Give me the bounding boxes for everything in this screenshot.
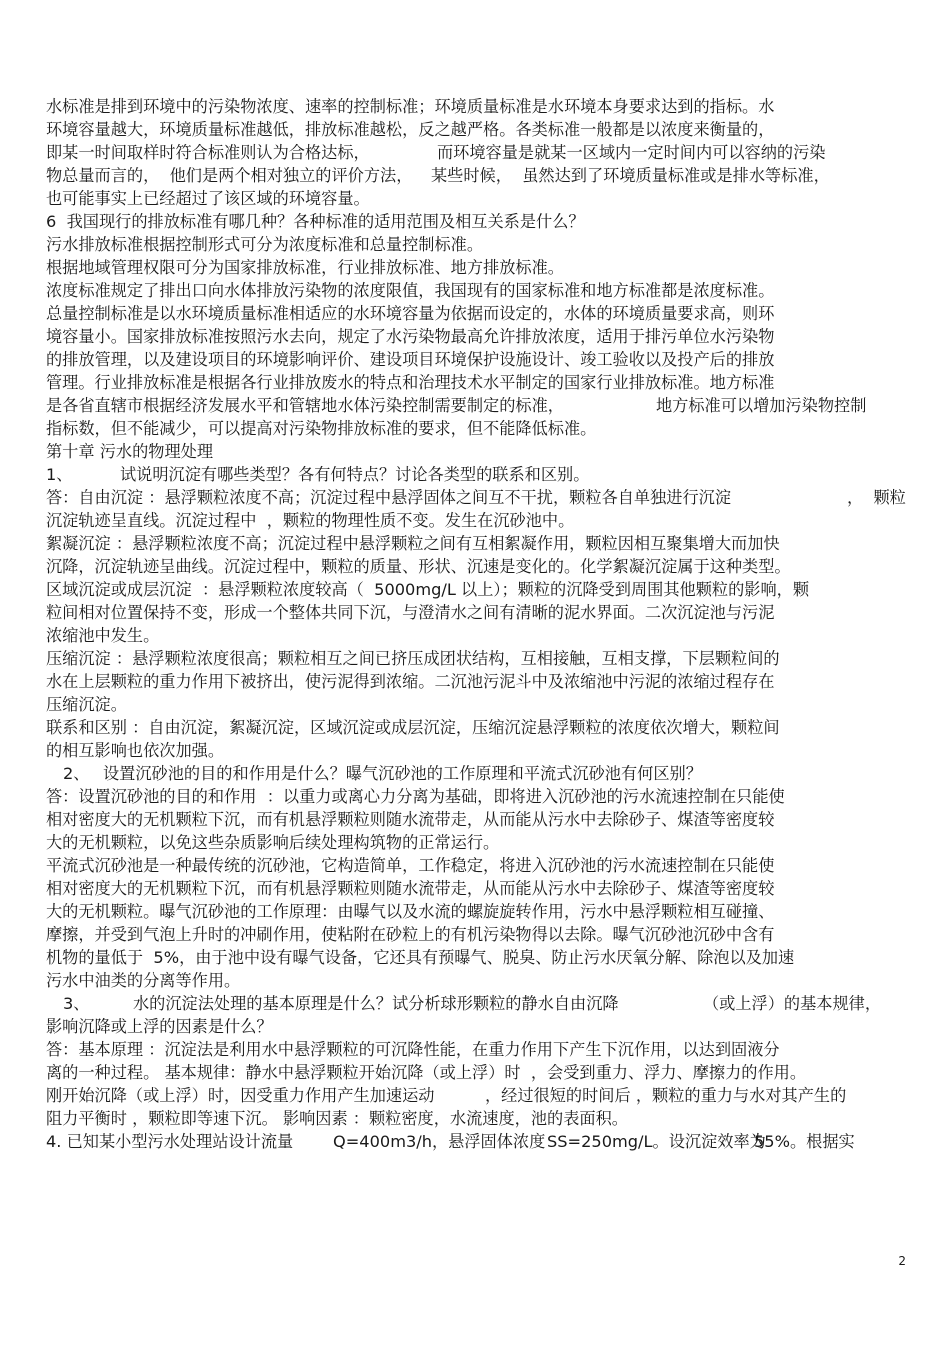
text-segment: 指标数，但不能减少，可以提高对污染物排放标准的要求，但不能降低标准。 [46,419,597,438]
text-line [0,900,950,923]
text-line [0,647,950,670]
text-segment: 物总量而言的， 他们是两个相对独立的评价方法， [46,166,413,185]
text-segment: 阻力平衡时 ，颗粒即等速下沉。 影响因素 ：颗粒密度，水流速度，池的表面积。 [46,1109,628,1128]
text-line [0,325,950,348]
text-line [0,95,950,118]
text-line [0,1084,950,1107]
text-segment: ，经过很短的时间后 ，颗粒的重力与水对其产生的 [485,1086,847,1105]
text-line [0,509,950,532]
text-line [0,555,950,578]
text-line [0,463,950,486]
text-segment: 沉降，沉淀轨迹呈曲线。沉淀过程中，颗粒的质量、形状、沉速是变化的。化学絮凝沉淀属于这种类型。 [46,557,791,576]
text-line [0,1107,950,1130]
text-line [0,394,950,417]
text-segment: 大的无机颗粒。曝气沉砂池的工作原理：由曝气以及水流的螺旋旋转作用，污水中悬浮颗粒相互碰撞、 [46,902,775,921]
text-segment: 管理。行业排放标准是根据各行业排放废水的特点和治理技术水平制定的国家行业排放标准。地方标准 [46,373,775,392]
text-segment: 粒间相对位置保持不变，形成一个整体共同下沉，与澄清水之间有清晰的泥水界面。二次沉淀池与污泥 [46,603,775,622]
text-line [0,1015,950,1038]
text-line [0,348,950,371]
text-line [0,992,950,1015]
text-segment: 55%。根据实 [754,1132,855,1151]
text-segment: 的排放管理，以及建设项目的环境影响评价、建设项目环境保护设施设计、竣工验收以及投产后的排放 [46,350,775,369]
text-line [0,831,950,854]
text-segment: Q=400m3/h，悬浮固体浓度 [333,1132,546,1151]
text-line [0,969,950,992]
text-segment: 而环境容量是就某一区域内一定时间内可以容纳的污染 [437,143,826,162]
text-segment: 沉淀轨迹呈直线。沉淀过程中 ，颗粒的物理性质不变。发生在沉砂池中。 [46,511,575,530]
text-line [0,624,950,647]
text-segment: 相对密度大的无机颗粒下沉，而有机悬浮颗粒则随水流带走，从而能从污水中去除砂子、煤渣等密度较 [46,879,775,898]
text-segment: 6 我国现行的排放标准有哪几种？各种标准的适用范围及相互关系是什么？ [46,212,585,231]
text-line [0,716,950,739]
text-segment: 摩擦，并受到气泡上升时的冲刷作用，使粘附在砂粒上的有机污染物得以去除。曝气沉砂池沉砂中含有 [46,925,775,944]
text-line [0,233,950,256]
text-line [0,1130,950,1153]
text-segment: 设置沉砂池的目的和作用是什么？曝气沉砂池的工作原理和平流式沉砂池有何区别？ [103,764,702,783]
text-line [0,440,950,463]
text-segment: 境容量小。国家排放标准按照污水去向，规定了水污染物最高允许排放浓度，适用于排污单位水污染物 [46,327,775,346]
text-segment: 相对密度大的无机颗粒下沉，而有机悬浮颗粒则随水流带走，从而能从污水中去除砂子、煤渣等密度较 [46,810,775,829]
text-segment: ， 颗粒 [847,488,906,507]
text-line [0,739,950,762]
text-segment: 大的无机颗粒，以免这些杂质影响后续处理构筑物的正常运行。 [46,833,500,852]
text-segment: 浓缩池中发生。 [46,626,160,645]
text-line [0,693,950,716]
text-line [0,877,950,900]
text-segment: 水标准是排到环境中的污染物浓度、速率的控制标准；环境质量标准是水环境本身要求达到的指标。水 [46,97,775,116]
text-line [0,279,950,302]
text-segment: 也可能事实上已经超过了该区域的环境容量。 [46,189,370,208]
text-segment: 浓度标准规定了排出口向水体排放污染物的浓度限值，我国现有的国家标准和地方标准都是浓度标准。 [46,281,775,300]
text-segment: 地方标准可以增加污染物控制 [656,396,867,415]
text-segment: 机物的量低于 5%，由于池中设有曝气设备，它还具有预曝气、脱臭、防止污水厌氧分解、除泡以及加速 [46,948,795,967]
text-line [0,601,950,624]
text-line [0,578,950,601]
text-segment: 即某一时间取样时符合标准则认为合格达标， [46,143,370,162]
text-segment: 答：自由沉淀 ：悬浮颗粒浓度不高；沉淀过程中悬浮固体之间互不干扰，颗粒各自单独进行沉淀 [46,488,732,507]
text-segment: 刚开始沉降（或上浮）时，因受重力作用产生加速运动 [46,1086,435,1105]
text-segment: 压缩沉淀 ：悬浮颗粒浓度很高；颗粒相互之间已挤压成团状结构，互相接触，互相支撑，下层颗粒间的 [46,649,780,668]
page-number: 2 [898,1254,906,1268]
text-segment: 根据地域管理权限可分为国家排放标准，行业排放标准、地方排放标准。 [46,258,564,277]
text-segment: 水在上层颗粒的重力作用下被挤出，使污泥得到浓缩。二沉池污泥斗中及浓缩池中污泥的浓缩过程存在 [46,672,775,691]
text-line [0,417,950,440]
text-line [0,1038,950,1061]
text-line [0,486,950,509]
text-segment: SS=250mg/L。设沉淀效率为 [547,1132,766,1151]
text-segment: 4. 已知某小型污水处理站设计流量 [46,1132,294,1151]
text-line [0,670,950,693]
text-segment: 1、 [46,465,73,484]
text-segment: （或上浮）的基本规律， [703,994,882,1013]
text-segment: 影响沉降或上浮的因素是什么？ [46,1017,273,1036]
text-segment: 水的沉淀法处理的基本原理是什么？试分析球形颗粒的静水自由沉降 [133,994,619,1013]
text-segment: 平流式沉砂池是一种最传统的沉砂池，它构造简单，工作稳定，将进入沉砂池的污水流速控制在只能使 [46,856,775,875]
text-segment: 污水排放标准根据控制形式可分为浓度标准和总量控制标准。 [46,235,484,254]
text-line [0,371,950,394]
text-segment: 区域沉淀或成层沉淀 ：悬浮颗粒浓度较高（ 5000mg/L 以上）；颗粒的沉降受到周围其他颗粒的影响，颗 [46,580,810,599]
text-segment: 答：基本原理 ：沉淀法是利用水中悬浮颗粒的可沉降性能，在重力作用下产生下沉作用，以达到固液分 [46,1040,780,1059]
text-segment: 是各省直辖市根据经济发展水平和管辖地水体污染控制需要制定的标准， [46,396,564,415]
text-segment: 3、 [63,994,90,1013]
text-segment: 2、 [63,764,90,783]
text-segment: 联系和区别 ：自由沉淀，絮凝沉淀，区域沉淀或成层沉淀，压缩沉淀悬浮颗粒的浓度依次增大，颗粒间 [46,718,780,737]
text-segment: 的相互影响也依次加强。 [46,741,225,760]
text-line [0,141,950,164]
text-segment: 絮凝沉淀 ：悬浮颗粒浓度不高；沉淀过程中悬浮颗粒之间有互相絮凝作用，颗粒因相互聚集增大而加快 [46,534,780,553]
text-line [0,256,950,279]
text-line [0,854,950,877]
text-line [0,808,950,831]
text-segment: 离的一种过程。 基本规律：静水中悬浮颗粒开始沉降（或上浮）时 ，会受到重力、浮力、摩擦力的作用。 [46,1063,807,1082]
text-line [0,164,950,187]
text-line [0,946,950,969]
text-segment: 环境容量越大，环境质量标准越低，排放标准越松，反之越严格。各类标准一般都是以浓度来衡量的， [46,120,775,139]
text-line [0,762,950,785]
text-line [0,785,950,808]
text-segment: 污水中油类的分离等作用。 [46,971,241,990]
text-segment: 压缩沉淀。 [46,695,127,714]
text-line [0,210,950,233]
text-line [0,118,950,141]
text-line [0,532,950,555]
text-segment: 某些时候， 虽然达到了环境质量标准或是排水等标准， [431,166,830,185]
text-segment: 答：设置沉砂池的目的和作用 ：以重力或离心力分离为基础，即将进入沉砂池的污水流速控制在只能使 [46,787,785,806]
text-segment: 第十章 污水的物理处理 [46,442,214,461]
text-line [0,923,950,946]
text-segment: 总量控制标准是以水环境质量标准相适应的水环境容量为依据而设定的，水体的环境质量要求高，则环 [46,304,775,323]
text-line [0,1061,950,1084]
text-segment: 试说明沉淀有哪些类型？各有何特点？讨论各类型的联系和区别。 [120,465,590,484]
text-line [0,302,950,325]
text-line [0,187,950,210]
